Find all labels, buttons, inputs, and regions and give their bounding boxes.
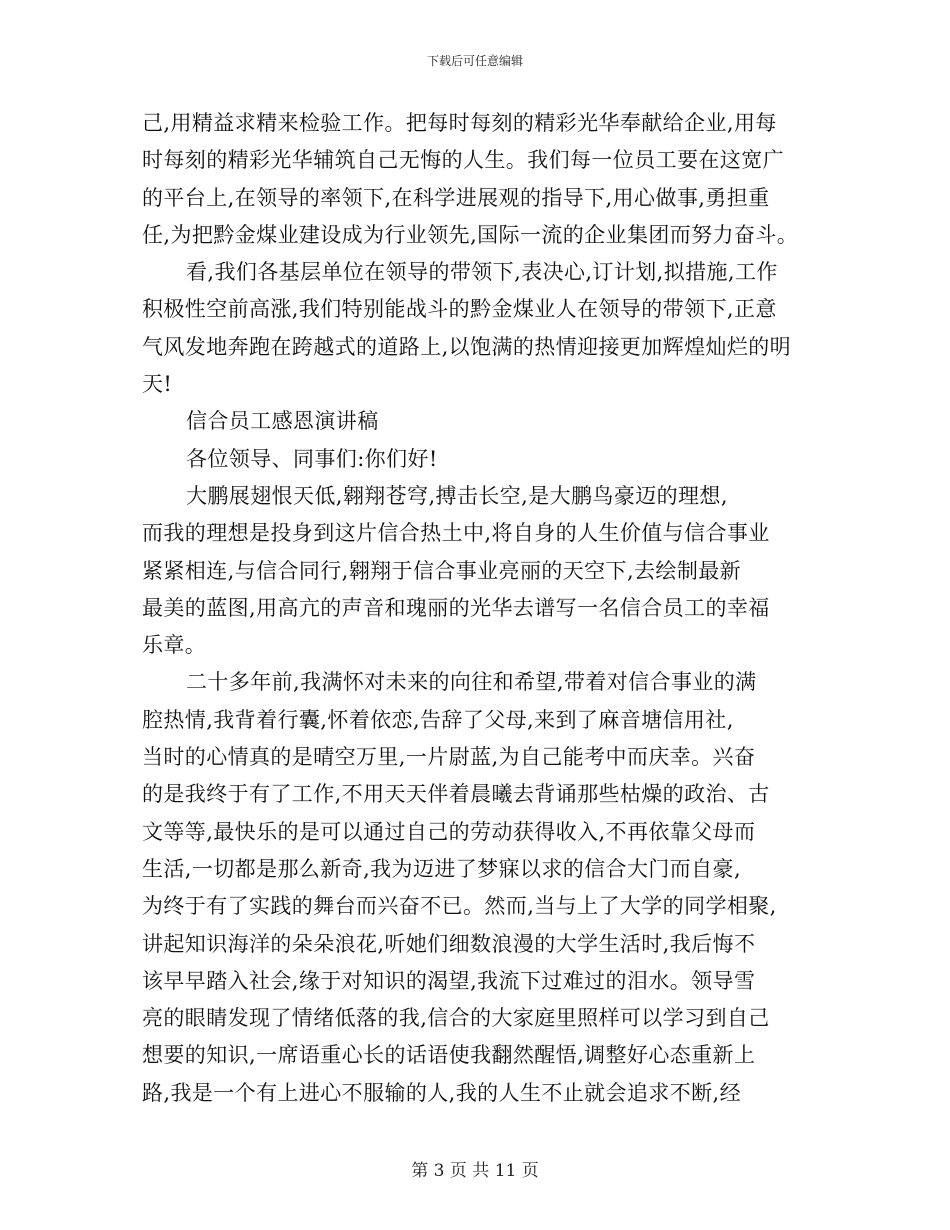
text-line: 的平台上,在领导的率领下,在科学进展观的指导下,用心做事,勇担重 (142, 185, 770, 210)
text-line: 任,为把黔金煤业建设成为行业领先,国际一流的企业集团而努力奋斗。 (142, 222, 799, 247)
text-line: 积极性空前高涨,我们特别能战斗的黔金煤业人在领导的带领下,正意 (142, 297, 777, 322)
text-line: 的是我终于有了工作,不用天天伴着晨曦去背诵那些枯燥的政治、古 (142, 782, 770, 807)
text-line: 看,我们各基层单位在领导的带领下,表决心,订计划,拟措施,工作 (186, 260, 778, 285)
text-line: 当时的心情真的是晴空万里,一片尉蓝,为自己能考中而庆幸。兴奋 (142, 745, 756, 770)
text-line: 为终于有了实践的舞台而兴奋不已。然而,当与上了大学的同学相聚, (142, 894, 777, 919)
text-line: 己,用精益求精来检验工作。把每时每刻的精彩光华奉献给企业,用每 (142, 111, 777, 135)
text-line: 时每刻的精彩光华辅筑自己无悔的人生。我们每一位员工要在这宽广 (142, 148, 784, 173)
text-line: 生活,一切都是那么新奇,我为迈进了梦寐以求的信合大门而自豪, (142, 856, 742, 881)
text-line: 亮的眼睛发现了情绪低落的我,信合的大家庭里照样可以学习到自己 (142, 1006, 770, 1031)
text-line: 气风发地奔跑在跨越式的道路上,以饱满的热情迎接更加辉煌灿烂的明 (142, 334, 792, 359)
text-line: 天! (142, 372, 173, 397)
text-line: 各位领导、同事们:你们好! (186, 446, 438, 471)
text-line: 大鹏展翅恨天低,翱翔苍穹,搏击长空,是大鹏鸟豪迈的理想, (186, 483, 728, 508)
page-number-footer: 第 3 页 共 11 页 (411, 1161, 539, 1181)
text-line: 讲起知识海洋的朵朵浪花,听她们细数浪漫的大学生活时,我后悔不 (142, 931, 756, 956)
text-line: 文等等,最快乐的是可以通过自己的劳动获得收入,不再依靠父母而 (142, 819, 756, 844)
page-header-note: 下载后可任意编辑 (426, 54, 523, 68)
text-line: 该早早踏入社会,缘于对知识的渴望,我流下过难过的泪水。领导雪 (142, 968, 756, 993)
text-line: 乐章。 (142, 633, 207, 658)
text-line: 路,我是一个有上进心不服输的人,我的人生不止就会追求不断,经 (142, 1080, 742, 1105)
text-line: 最美的蓝图,用高亢的声音和瑰丽的光华去谱写一名信合员工的幸福 (142, 595, 770, 620)
text-line: 紧紧相连,与信合同行,翱翔于信合事业亮丽的天空下,去绘制最新 (142, 558, 742, 583)
text-line: 而我的理想是投身到这片信合热土中,将自身的人生价值与信合事业 (142, 521, 770, 546)
text-line: 想要的知识,一席语重心长的话语使我翻然醒悟,调整好心态重新上 (142, 1043, 756, 1068)
text-line: 二十多年前,我满怀对未来的向往和希望,带着对信合事业的满 (186, 670, 757, 695)
document-body (142, 105, 808, 1112)
text-line: 信合员工感恩演讲稿 (186, 409, 379, 434)
text-line: 腔热情,我背着行囊,怀着依恋,告辞了父母,来到了麻音塘信用社, (142, 707, 734, 732)
